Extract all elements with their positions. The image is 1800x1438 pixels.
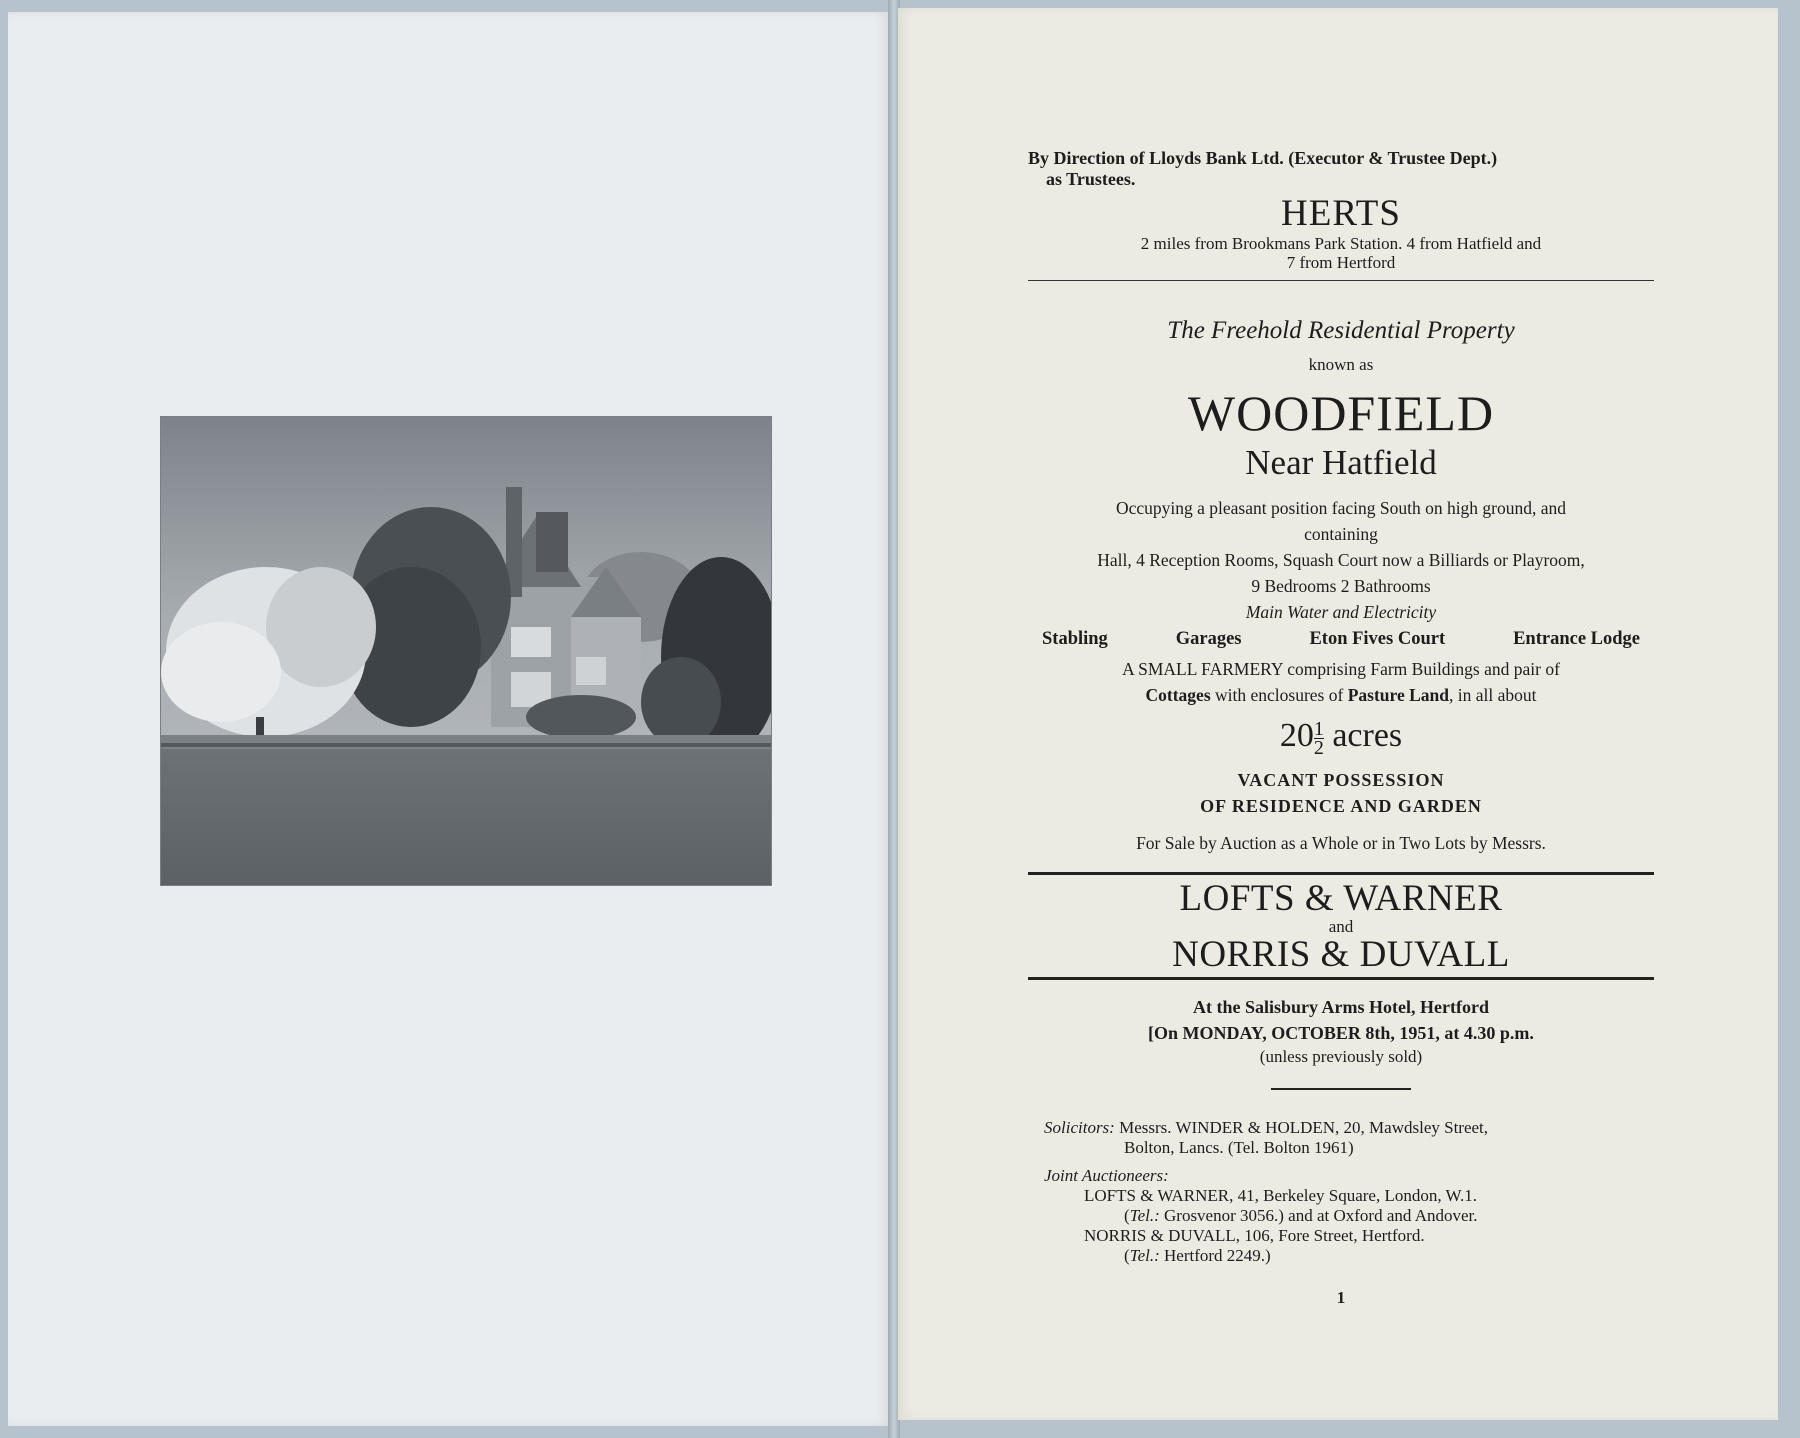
services: Main Water and Electricity	[1245, 602, 1437, 622]
sale-method: For Sale by Auction as a Whole or in Two Lots by Messrs.	[1136, 832, 1546, 853]
firm-norris-duvall: NORRIS & DUVALL	[1172, 933, 1510, 975]
amenity-fives-court: Eton Fives Court	[1309, 629, 1446, 649]
property-name: WOODFIELD	[1187, 385, 1495, 441]
joint-line-4-text: Hertford 2249.)	[1159, 1245, 1271, 1265]
rooms-line-1: Hall, 4 Reception Rooms, Squash Court now a Billiards or Playroom,	[1097, 550, 1585, 570]
direction-line-2: as Trustees.	[1046, 169, 1136, 189]
acreage-denominator: 2	[1313, 736, 1324, 759]
solicitors	[1028, 1118, 1654, 1158]
page-number: 1	[1336, 1287, 1346, 1307]
solicitors-line-2: Bolton, Lancs. (Tel. Bolton 1961)	[1124, 1137, 1354, 1157]
amenity-entrance-lodge: Entrance Lodge	[1513, 629, 1640, 649]
firms-bottom-rule	[1028, 977, 1654, 980]
amenities-row	[1028, 629, 1654, 650]
solicitors-line-1: Messrs. WINDER & HOLDEN, 20, Mawdsley Street,	[1114, 1117, 1489, 1137]
distance-info	[1028, 234, 1654, 272]
acreage-unit: acres	[1323, 717, 1403, 754]
acreage-whole: 20	[1279, 717, 1314, 754]
direction-line-1: By Direction of Lloyds Bank Ltd. (Executor & Trustee Dept.)	[1028, 148, 1498, 168]
venue-place: At the Salisbury Arms Hotel, Hertford	[1193, 996, 1489, 1017]
farm-cottages: Cottages	[1145, 685, 1211, 705]
distance-line-1: 2 miles from Brookmans Park Station. 4 from Hatfield and	[1140, 234, 1542, 253]
county-title: HERTS	[1281, 193, 1401, 234]
occupying-line-1: Occupying a pleasant position facing South on high ground, and	[1115, 498, 1567, 518]
occupying-line-2: containing	[1304, 524, 1378, 544]
direction-heading	[1028, 148, 1654, 190]
joint-label: Joint Auctioneers:	[1044, 1165, 1169, 1185]
joint-line-4	[1044, 1246, 1640, 1266]
farmery-description	[1028, 656, 1654, 708]
farm-total: , in all about	[1449, 685, 1537, 705]
farm-enclosures: with enclosures of	[1210, 685, 1348, 705]
left-page	[8, 12, 890, 1426]
firms-and: and	[1328, 916, 1354, 936]
joint-line-3: NORRIS & DUVALL, 106, Fore Street, Hertford.	[1084, 1225, 1425, 1245]
joint-tel-label-2: Tel.:	[1129, 1245, 1160, 1265]
short-divider	[1271, 1088, 1411, 1090]
vacant-possession	[1028, 767, 1654, 819]
solicitors-label: Solicitors:	[1044, 1117, 1115, 1137]
firm-lofts-warner: LOFTS & WARNER	[1179, 877, 1503, 919]
acreage	[1028, 716, 1654, 757]
rooms-description	[1028, 547, 1654, 599]
possession-line-2: OF RESIDENCE AND GARDEN	[1200, 795, 1482, 816]
joint-tel-label-1: Tel.:	[1129, 1205, 1160, 1225]
venue-note: (unless previously sold)	[1259, 1046, 1423, 1066]
joint-line-2	[1044, 1206, 1640, 1226]
joint-line-4-open: (	[1124, 1245, 1130, 1265]
property-location: Near Hatfield	[1245, 443, 1437, 482]
distance-line-2: 7 from Hertford	[1286, 253, 1396, 272]
farm-line-1: A SMALL FARMERY comprising Farm Buildings and pair of	[1122, 659, 1560, 679]
sale-particulars	[1028, 138, 1654, 1308]
venue-date: [On MONDAY, OCTOBER 8th, 1951, at 4.30 p.m.	[1148, 1022, 1534, 1043]
acreage-fraction	[1313, 717, 1324, 759]
joint-auctioneers	[1028, 1166, 1654, 1266]
firms-top-rule	[1028, 872, 1654, 875]
joint-line-1: LOFTS & WARNER, 41, Berkeley Square, London, W.1.	[1084, 1185, 1478, 1205]
known-as: known as	[1308, 355, 1374, 374]
right-page	[898, 8, 1778, 1420]
joint-line-2-open: (	[1124, 1205, 1130, 1225]
position-description	[1028, 495, 1654, 547]
auction-venue	[1028, 994, 1654, 1046]
amenity-stabling: Stabling	[1042, 629, 1108, 649]
possession-line-1: VACANT POSSESSION	[1237, 769, 1445, 790]
rooms-line-2: 9 Bedrooms 2 Bathrooms	[1251, 576, 1431, 596]
acreage-numerator: 1	[1313, 717, 1324, 740]
amenity-garages: Garages	[1175, 629, 1242, 649]
house-photo-illustration	[161, 417, 771, 885]
joint-line-2-text: Grosvenor 3056.) and at Oxford and Andover.	[1159, 1205, 1478, 1225]
divider-rule	[1028, 280, 1654, 281]
farm-pasture: Pasture Land	[1347, 685, 1449, 705]
property-type: The Freehold Residential Property	[1167, 317, 1515, 344]
house-photograph	[160, 416, 772, 886]
